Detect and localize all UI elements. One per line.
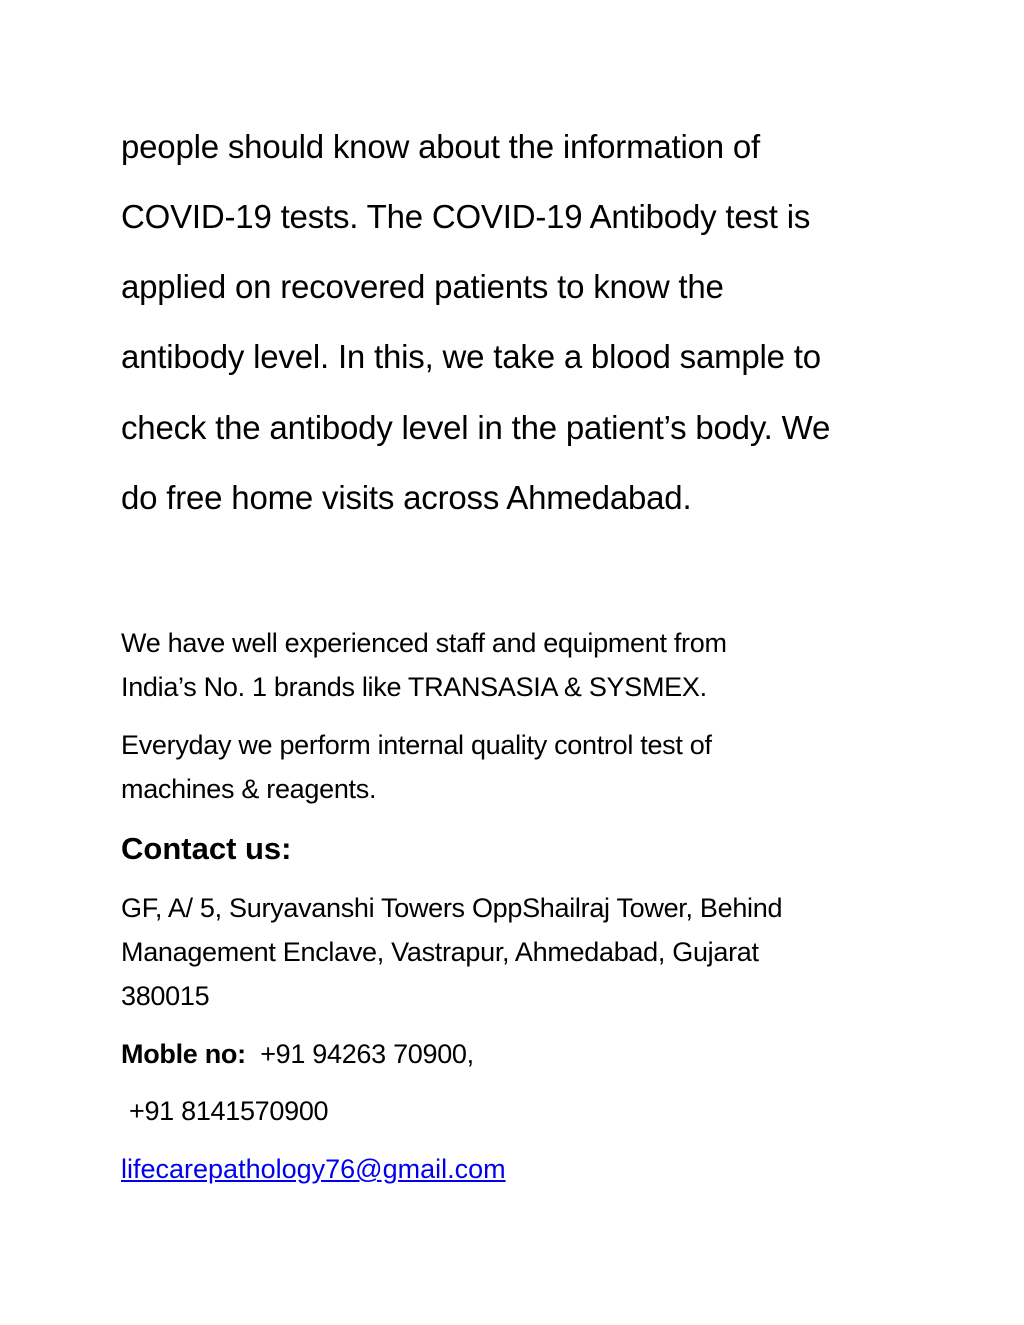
address-line: Management Enclave, Vastrapur, Ahmedabad, Gujarat xyxy=(121,937,759,967)
contact-heading: Contact us: xyxy=(121,831,292,866)
mobile-primary: +91 94263 70900, xyxy=(260,1039,474,1069)
staff-line: We have well experienced staff and equipment from xyxy=(121,628,727,658)
mobile-label: Moble no: xyxy=(121,1039,246,1069)
mobile-secondary: +91 8141570900 xyxy=(129,1096,329,1126)
quality-line: Everyday we perform internal quality control test of xyxy=(121,730,712,760)
intro-line: applied on recovered patients to know the xyxy=(121,268,724,305)
intro-line: COVID-19 tests. The COVID-19 Antibody test is xyxy=(121,198,811,235)
address-line: GF, A/ 5, Suryavanshi Towers OppShailraj Tower, Behind xyxy=(121,893,783,923)
quality-line: machines & reagents. xyxy=(121,774,377,804)
address-line: 380015 xyxy=(121,981,210,1011)
intro-line: people should know about the information of xyxy=(121,128,761,165)
staff-line: India’s No. 1 brands like TRANSASIA & SYSMEX. xyxy=(121,672,707,702)
intro-line: do free home visits across Ahmedabad. xyxy=(121,479,692,516)
email-link[interactable]: lifecarepathology76@gmail.com xyxy=(121,1154,506,1184)
mobile-row xyxy=(121,1037,474,1071)
intro-line: check the antibody level in the patient’s body. We xyxy=(121,409,831,446)
intro-line: antibody level. In this, we take a blood sample to xyxy=(121,338,821,375)
